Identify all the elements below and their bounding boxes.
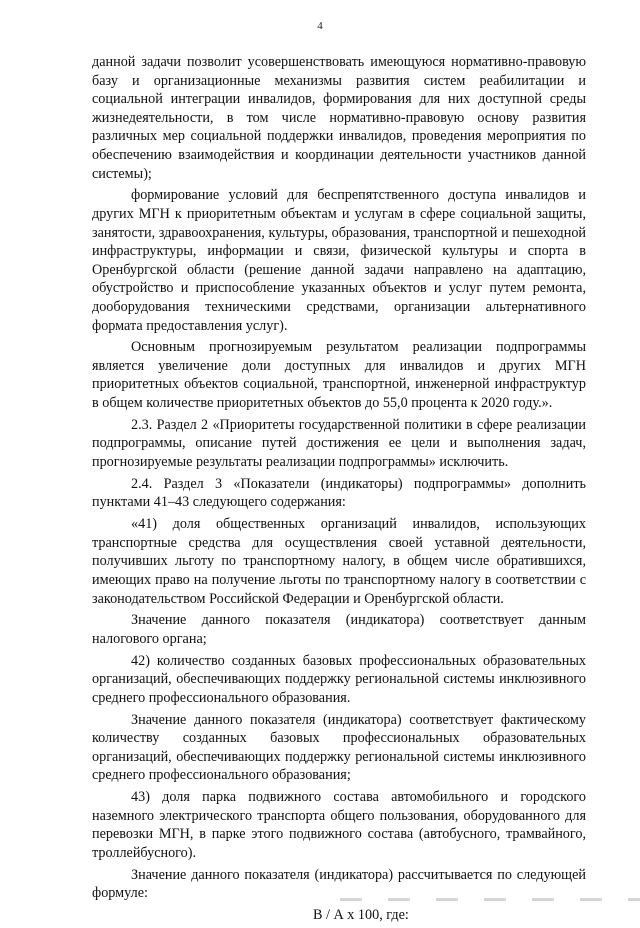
paragraph-expected-result: Основным прогнозируемым результатом реализации подпрограммы является увеличение доли доступных для инвалидов и других МГН приоритетных объектов социальной, транспортной, инженерной инфраструктур в общем количестве приоритетных объектов до 55,0 процента к 2020 году.». bbox=[92, 339, 586, 412]
paragraph-indicator-42-value: Значение данного показателя (индикатора) соответствует фактическому количеству созданных базовых профессиональных образовательных организаций, обеспечивающих поддержку региональной системы инклюзивного среднего профессионального образования; bbox=[92, 711, 586, 784]
paragraph-indicator-41: «41) доля общественных организаций инвалидов, использующих транспортные средства для осуществления своей уставной деятельности, получивших льготу по транспортному налогу, в общем числе обратившихся, имеющих право на получение льготы по транспортному налогу в соответствии с законодательством Российской Федерации и Оренбургской области. bbox=[92, 516, 586, 607]
paragraph-task-accessibility: формирование условий для беспрепятственного доступа инвалидов и других МГН к приоритетным объектам и услугам в сфере социальной защиты, занятости, здравоохранения, культуры, образования, транспортной и пешеходной инфраструктуры, информации и связи, физической культуры и спорта в Оренбургской области (решение данной задачи направлено на адаптацию, обустройство и приспособление указанных объектов и услуг путем ремонта, дооборудования техническими средствами, организации альтернативного формата предоставления услуг). bbox=[92, 187, 586, 334]
page-number: 4 bbox=[317, 20, 323, 32]
formula: В / А х 100, где: bbox=[313, 907, 409, 924]
document-body bbox=[92, 53, 586, 928]
paragraph-item-2-4: 2.4. Раздел 3 «Показатели (индикаторы) подпрограммы» дополнить пунктами 41–43 следующего содержания: bbox=[92, 475, 586, 511]
paragraph-item-2-3: 2.3. Раздел 2 «Приоритеты государственной политики в сфере реализации подпрограммы, описание путей достижения ее цели и выполнения задач, прогнозируемые результаты реализации подпрограммы» исключить. bbox=[92, 416, 586, 471]
paragraph-continuation: данной задачи позволит усовершенствовать имеющуюся нормативно-правовую базу и организационные механизмы развития систем реабилитации и социальной интеграции инвалидов, формирования для них доступной среды жизнедеятельности, в том числе нормативно-правовую основу развития различных мер социальной поддержки инвалидов, проведения мероприятия по обеспечению взаимодействия и координации деятельности участников данной системы); bbox=[92, 54, 586, 182]
scan-edge-artifact bbox=[340, 898, 640, 901]
paragraph-indicator-41-value: Значение данного показателя (индикатора) соответствует данным налогового органа; bbox=[92, 612, 586, 647]
paragraph-indicator-43-value: Значение данного показателя (индикатора) рассчитывается по следующей формуле: bbox=[92, 866, 586, 902]
paragraph-indicator-42: 42) количество созданных базовых профессиональных образовательных организаций, обеспечивающих поддержку региональной системы инклюзивного среднего профессионального образования. bbox=[92, 652, 586, 706]
paragraph-indicator-43: 43) доля парка подвижного состава автомобильного и городского наземного электрического транспорта общего пользования, оборудованного для перевозки МГН, в парке этого подвижного состава (автобусного, трамвайного, троллейбусного). bbox=[92, 789, 586, 862]
